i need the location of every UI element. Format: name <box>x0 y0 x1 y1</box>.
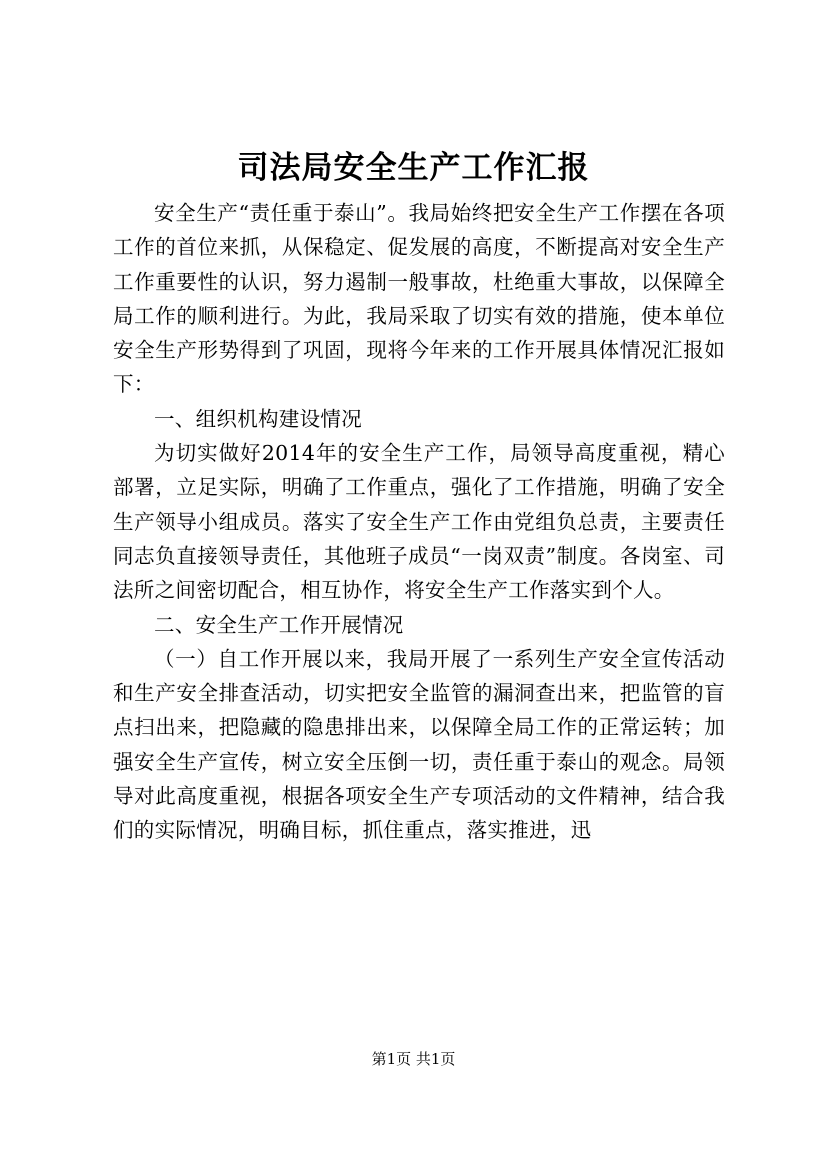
document-title: 司法局安全生产工作汇报 <box>237 150 590 186</box>
paragraph-work-1: （一）自工作开展以来，我局开展了一系列生产安全宣传活动和生产安全排查活动，切实把安全监管的漏洞查出来，把监管的盲点扫出来，把隐藏的隐患排出来，以保障全局工作的正常运转；加强安全生产宣传，树立安全压倒一切，责任重于泰山的观念。局领导对此高度重视，根据各项安全生产专项活动的文件精神，结合我们的实际情况，明确目标，抓住重点，落实推进，迅 <box>113 646 725 843</box>
page-footer: 第1页 共1页 <box>371 1050 456 1068</box>
section-heading-work: 二、安全生产工作开展情况 <box>154 612 404 637</box>
paragraph-intro: 安全生产“责任重于泰山”。我局始终把安全生产工作摆在各项工作的首位来抓，从保稳定、促发展的高度，不断提高对安全生产工作重要性的认识，努力遏制一般事故，杜绝重大事故，以保障全局工作的顺利进行。为此，我局采取了切实有效的措施，使本单位安全生产形势得到了巩固，现将今年来的工作开展具体情况汇报如下： <box>113 201 725 397</box>
paragraph-organization: 为切实做好2014年的安全生产工作，局领导高度重视，精心部署，立足实际，明确了工作重点，强化了工作措施，明确了安全生产领导小组成员。落实了安全生产工作由党组负总责，主要责任同志负直接领导责任，其他班子成员“一岗双责”制度。各岗室、司法所之间密切配合，相互协作，将安全生产工作落实到个人。 <box>113 441 725 603</box>
section-heading-organization: 一、组织机构建设情况 <box>154 406 362 431</box>
document-body <box>113 196 725 848</box>
